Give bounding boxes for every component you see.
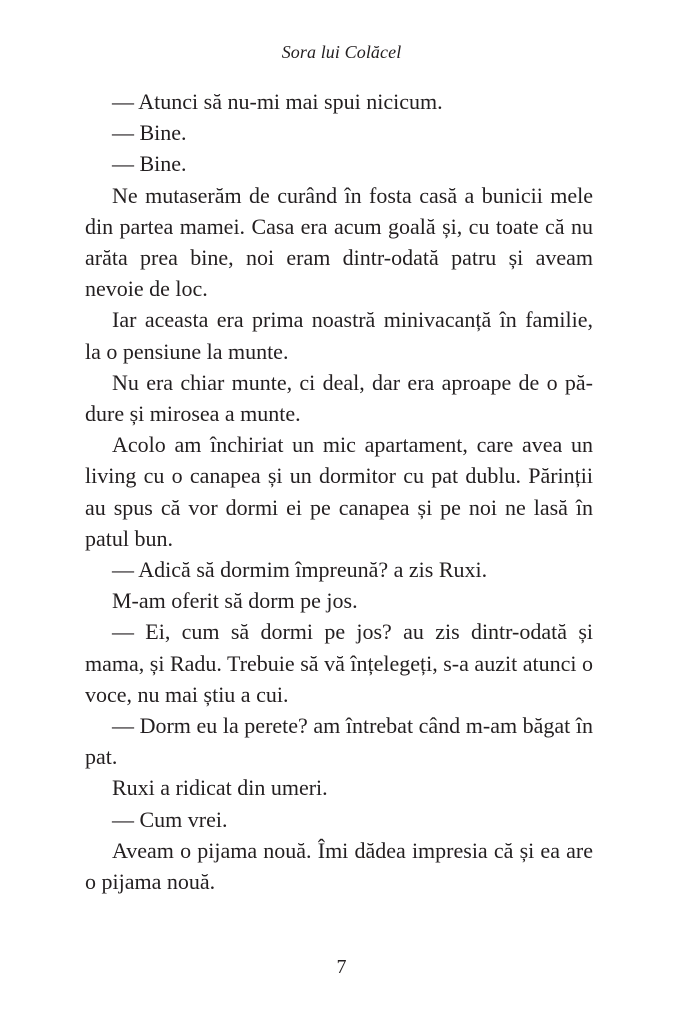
paragraph: M-am oferit să dorm pe jos. bbox=[112, 588, 358, 614]
paragraph: Acolo am închiriat un mic apartament, care avea un living cu o canapea și un dormitor cu pat dublu. Părinții au spus că vor dormi ei pe canapea și pe noi ne lasă în patul bun. bbox=[85, 432, 593, 551]
paragraph: Nu era chiar munte, ci deal, dar era aproape de o pădure și mirosea a munte. bbox=[85, 369, 593, 427]
paragraph: — Adică să dormim împreună? a zis Ruxi. bbox=[112, 557, 488, 583]
running-head: Sora lui Colăcel bbox=[281, 42, 402, 62]
paragraph: — Bine. bbox=[112, 151, 187, 177]
paragraph: — Atunci să nu-mi mai spui nicicum. bbox=[112, 89, 443, 114]
paragraph: — Ei, cum să dormi pe jos? au zis dintr-odată și mama, și Radu. Trebuie să vă înțelegeți, s-a auzit atunci o voce, nu mai știu a cui. bbox=[85, 619, 593, 707]
page-number: 7 bbox=[336, 956, 347, 978]
paragraph: Ne mutaserăm de curând în fosta casă a bunicii mele din partea mamei. Casa era acum goală și, cu toate că nu arăta prea bine, noi eram dintr-odată patru și aveam nevoie de loc. bbox=[85, 182, 593, 302]
paragraph: Ruxi a ridicat din umeri. bbox=[112, 775, 328, 801]
paragraph: — Bine. bbox=[112, 120, 187, 146]
body-text bbox=[85, 86, 593, 897]
paragraph: — Dorm eu la perete? am întrebat când m-am băgat în pat. bbox=[85, 713, 593, 770]
paragraph: — Cum vrei. bbox=[112, 806, 228, 832]
paragraph: Iar aceasta era prima noastră minivacanță în familie, la o pensiune la munte. bbox=[85, 307, 593, 364]
paragraph: Aveam o pijama nouă. Îmi dădea impresia că și ea are o pijama nouă. bbox=[85, 837, 593, 895]
